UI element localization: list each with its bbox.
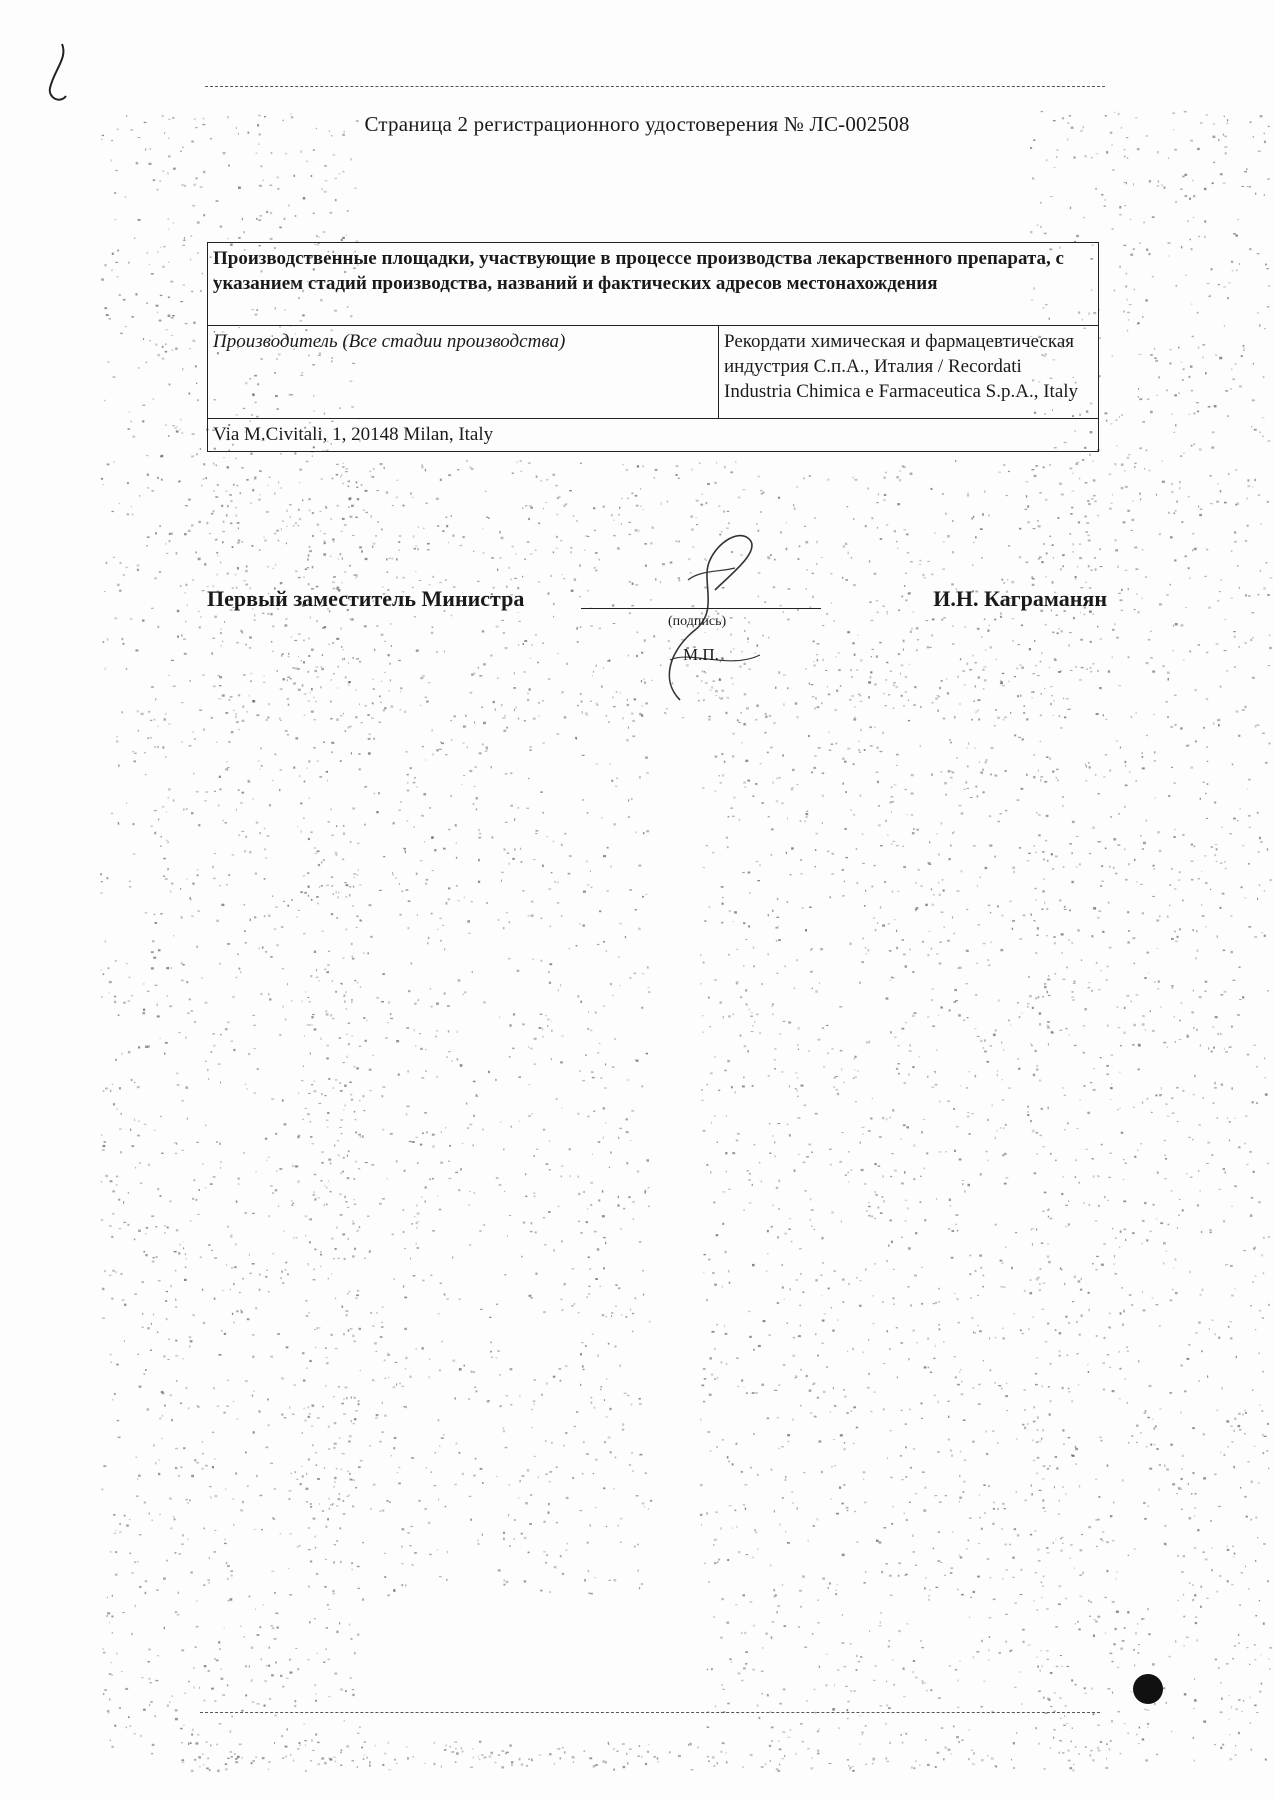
table-row bbox=[208, 326, 1099, 419]
manufacturer-company: Рекордати химическая и фармацевтическая индустрия С.п.А., Италия / Recordati Industria Chimica e Farmaceutica S.p.A., Italy bbox=[719, 326, 1099, 419]
handwritten-page-mark bbox=[40, 40, 80, 110]
black-dot-mark bbox=[1133, 1674, 1163, 1704]
signature-row bbox=[207, 586, 1107, 626]
official-name: И.Н. Каграманян bbox=[933, 586, 1107, 611]
manufacturer-role: Производитель (Все стадии производства) bbox=[208, 326, 719, 419]
seal-label: М.П. bbox=[683, 645, 719, 664]
production-sites-table bbox=[207, 242, 1099, 452]
table-caption: Производственные площадки, участвующие в процессе производства лекарственного препарата, с указанием стадий производства, названий и фактических адресов местонахождения bbox=[208, 243, 1099, 326]
official-position: Первый заместитель Министра bbox=[207, 586, 525, 611]
signature-caption: (подпись) bbox=[668, 614, 727, 629]
top-scan-rule bbox=[205, 86, 1105, 87]
bottom-scan-rule bbox=[200, 1712, 1100, 1713]
signature-line bbox=[581, 608, 821, 609]
manufacturer-address: Via M.Civitali, 1, 20148 Milan, Italy bbox=[208, 419, 1099, 452]
page-title: Страница 2 регистрационного удостоверения № ЛС-002508 bbox=[364, 112, 910, 136]
